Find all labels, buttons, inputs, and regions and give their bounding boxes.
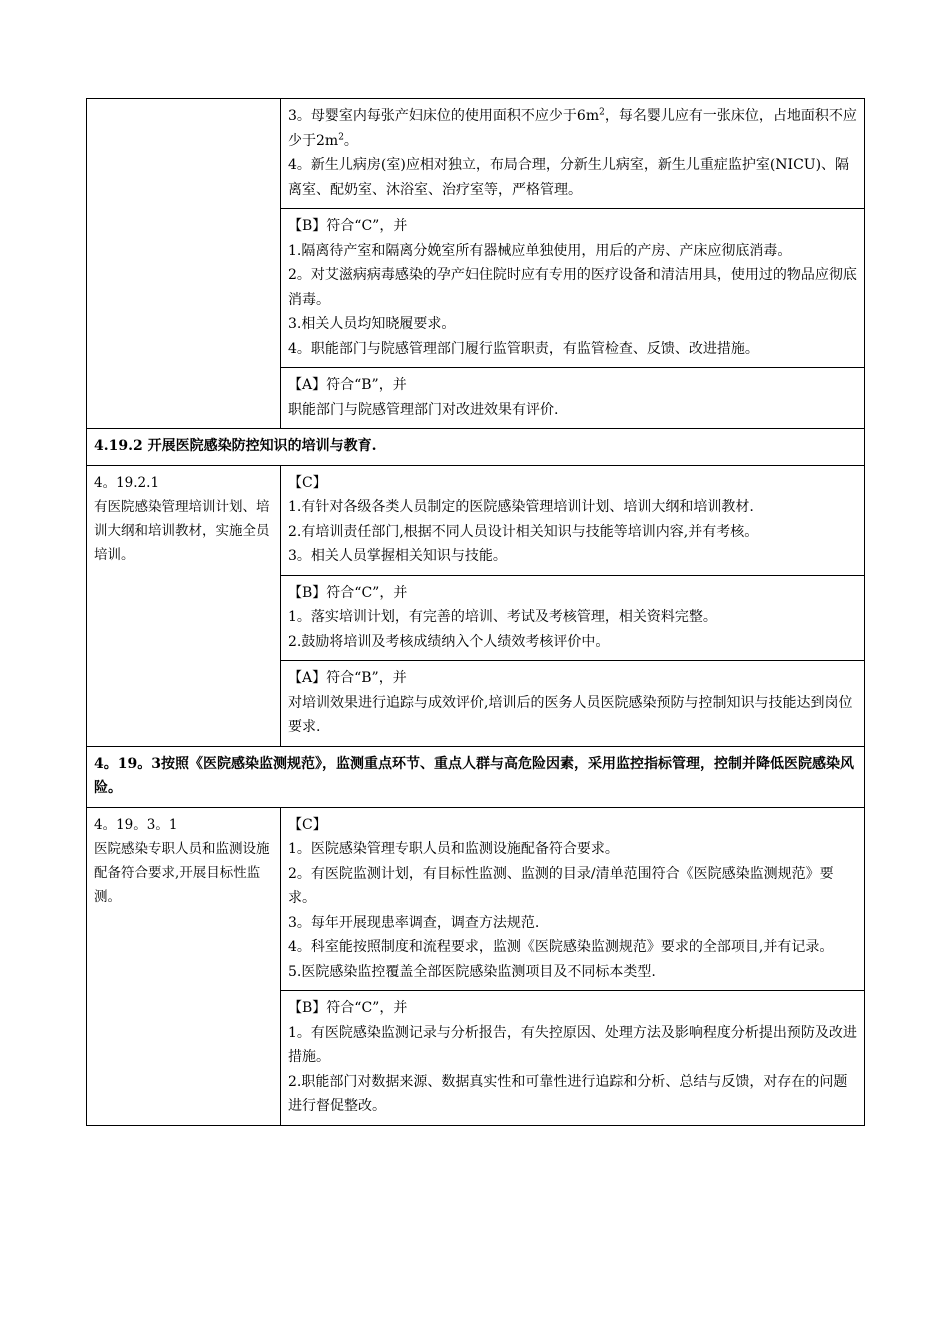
list-item: 3。每年开展现患率调查，调查方法规范. <box>288 914 540 931</box>
list-item: 4。新生儿病房(室)应相对独立，布局合理，分新生儿病室，新生儿重症监护室(NICU)、隔离室、配奶室、沐浴室、治疗室等，严格管理。 <box>288 157 850 198</box>
level-a-cell <box>281 368 865 429</box>
standards-table <box>86 98 865 1126</box>
level-heading: 【C】 <box>288 474 327 491</box>
list-item: 2。有医院监测计划，有目标性监测、监测的目录/清单范围符合《医院感染监测规范》要求。 <box>288 865 834 906</box>
criterion-cell <box>87 807 281 1125</box>
level-heading: 【C】 <box>288 816 327 833</box>
list-item: 对培训效果进行追踪与成效评价,培训后的医务人员医院感染预防与控制知识与技能达到岗位要求. <box>288 694 853 735</box>
list-item: 1。医院感染管理专职人员和监测设施配备符合要求。 <box>288 841 619 857</box>
list-item: 1。落实培训计划，有完善的培训、考试及考核管理，相关资料完整。 <box>288 609 717 625</box>
level-c-continued <box>281 99 865 209</box>
criterion-text: 医院感染专职人员和监测设施配备符合要求,开展目标性监测。 <box>94 840 270 905</box>
table-row <box>87 465 865 575</box>
criterion-number: 4。19。3。1 <box>94 816 178 833</box>
level-heading: 【B】符合“C”，并 <box>288 584 408 601</box>
list-item: 1.有针对各级各类人员制定的医院感染管理培训计划、培训大纲和培训教材. <box>288 499 754 515</box>
criterion-text: 有医院感染管理培训计划、培训大纲和培训教材，实施全员培训。 <box>94 498 270 563</box>
table-row <box>87 429 865 466</box>
list-item: 3。相关人员掌握相关知识与技能。 <box>288 548 507 564</box>
level-c-cell <box>281 807 865 991</box>
list-item: 2.职能部门对数据来源、数据真实性和可靠性进行追踪和分析、总结与反馈，对存在的问题进行督促整改。 <box>288 1073 848 1114</box>
list-item: 2.鼓励将培训及考核成绩纳入个人绩效考核评价中。 <box>288 633 610 650</box>
level-b-cell <box>281 209 865 368</box>
list-item: 1.隔离待产室和隔离分娩室所有器械应单独使用，用后的产房、产床应彻底消毒。 <box>288 242 792 259</box>
list-item: 职能部门与院感管理部门对改进效果有评价. <box>288 401 559 418</box>
criterion-cell <box>87 465 281 746</box>
level-a-cell <box>281 661 865 747</box>
level-heading: 【A】符合“B”，并 <box>288 377 407 393</box>
list-item: 2.有培训责任部门,根据不同人员设计相关知识与技能等培训内容,并有考核。 <box>288 523 759 540</box>
table-row <box>87 746 865 807</box>
list-item: 3.相关人员均知晓履要求。 <box>288 316 456 332</box>
level-heading: 【B】符合“C”，并 <box>288 218 408 234</box>
section-heading: 4.19.2 开展医院感染防控知识的培训与教育. <box>87 429 865 466</box>
criterion-number: 4。19.2.1 <box>94 474 160 491</box>
list-item: 3。母婴室内每张产妇床位的使用面积不应少于$6m^2$，每名婴儿应有一张床位，占地面积不应少于$2m^2$。 <box>288 107 857 149</box>
section-heading: 4。19。3按照《医院感染监测规范》，监测重点环节、重点人群与高危险因素，采用监控指标管理，控制并降低医院感染风险。 <box>87 746 865 807</box>
level-b-cell <box>281 575 865 661</box>
level-heading: 【A】符合“B”，并 <box>288 670 407 686</box>
level-c-cell <box>281 465 865 575</box>
list-item: 2。对艾滋病病毒感染的孕产妇住院时应有专用的医疗设备和清洁用具，使用过的物品应彻底消毒。 <box>288 267 857 308</box>
list-item: 5.医院感染监控覆盖全部医院感染监测项目及不同标本类型. <box>288 963 656 980</box>
level-heading: 【B】符合“C”，并 <box>288 1000 408 1016</box>
table-row <box>87 807 865 991</box>
level-b-cell <box>281 991 865 1126</box>
table-row <box>87 99 865 209</box>
criterion-cell-empty <box>87 99 281 429</box>
list-item: 4。职能部门与院感管理部门履行监管职责，有监管检查、反馈、改进措施。 <box>288 340 759 357</box>
list-item: 1。有医院感染监测记录与分析报告，有失控原因、处理方法及影响程度分析提出预防及改进措施。 <box>288 1024 857 1065</box>
list-item: 4。科室能按照制度和流程要求，监测《医院感染监测规范》要求的全部项目,并有记录。 <box>288 939 834 955</box>
